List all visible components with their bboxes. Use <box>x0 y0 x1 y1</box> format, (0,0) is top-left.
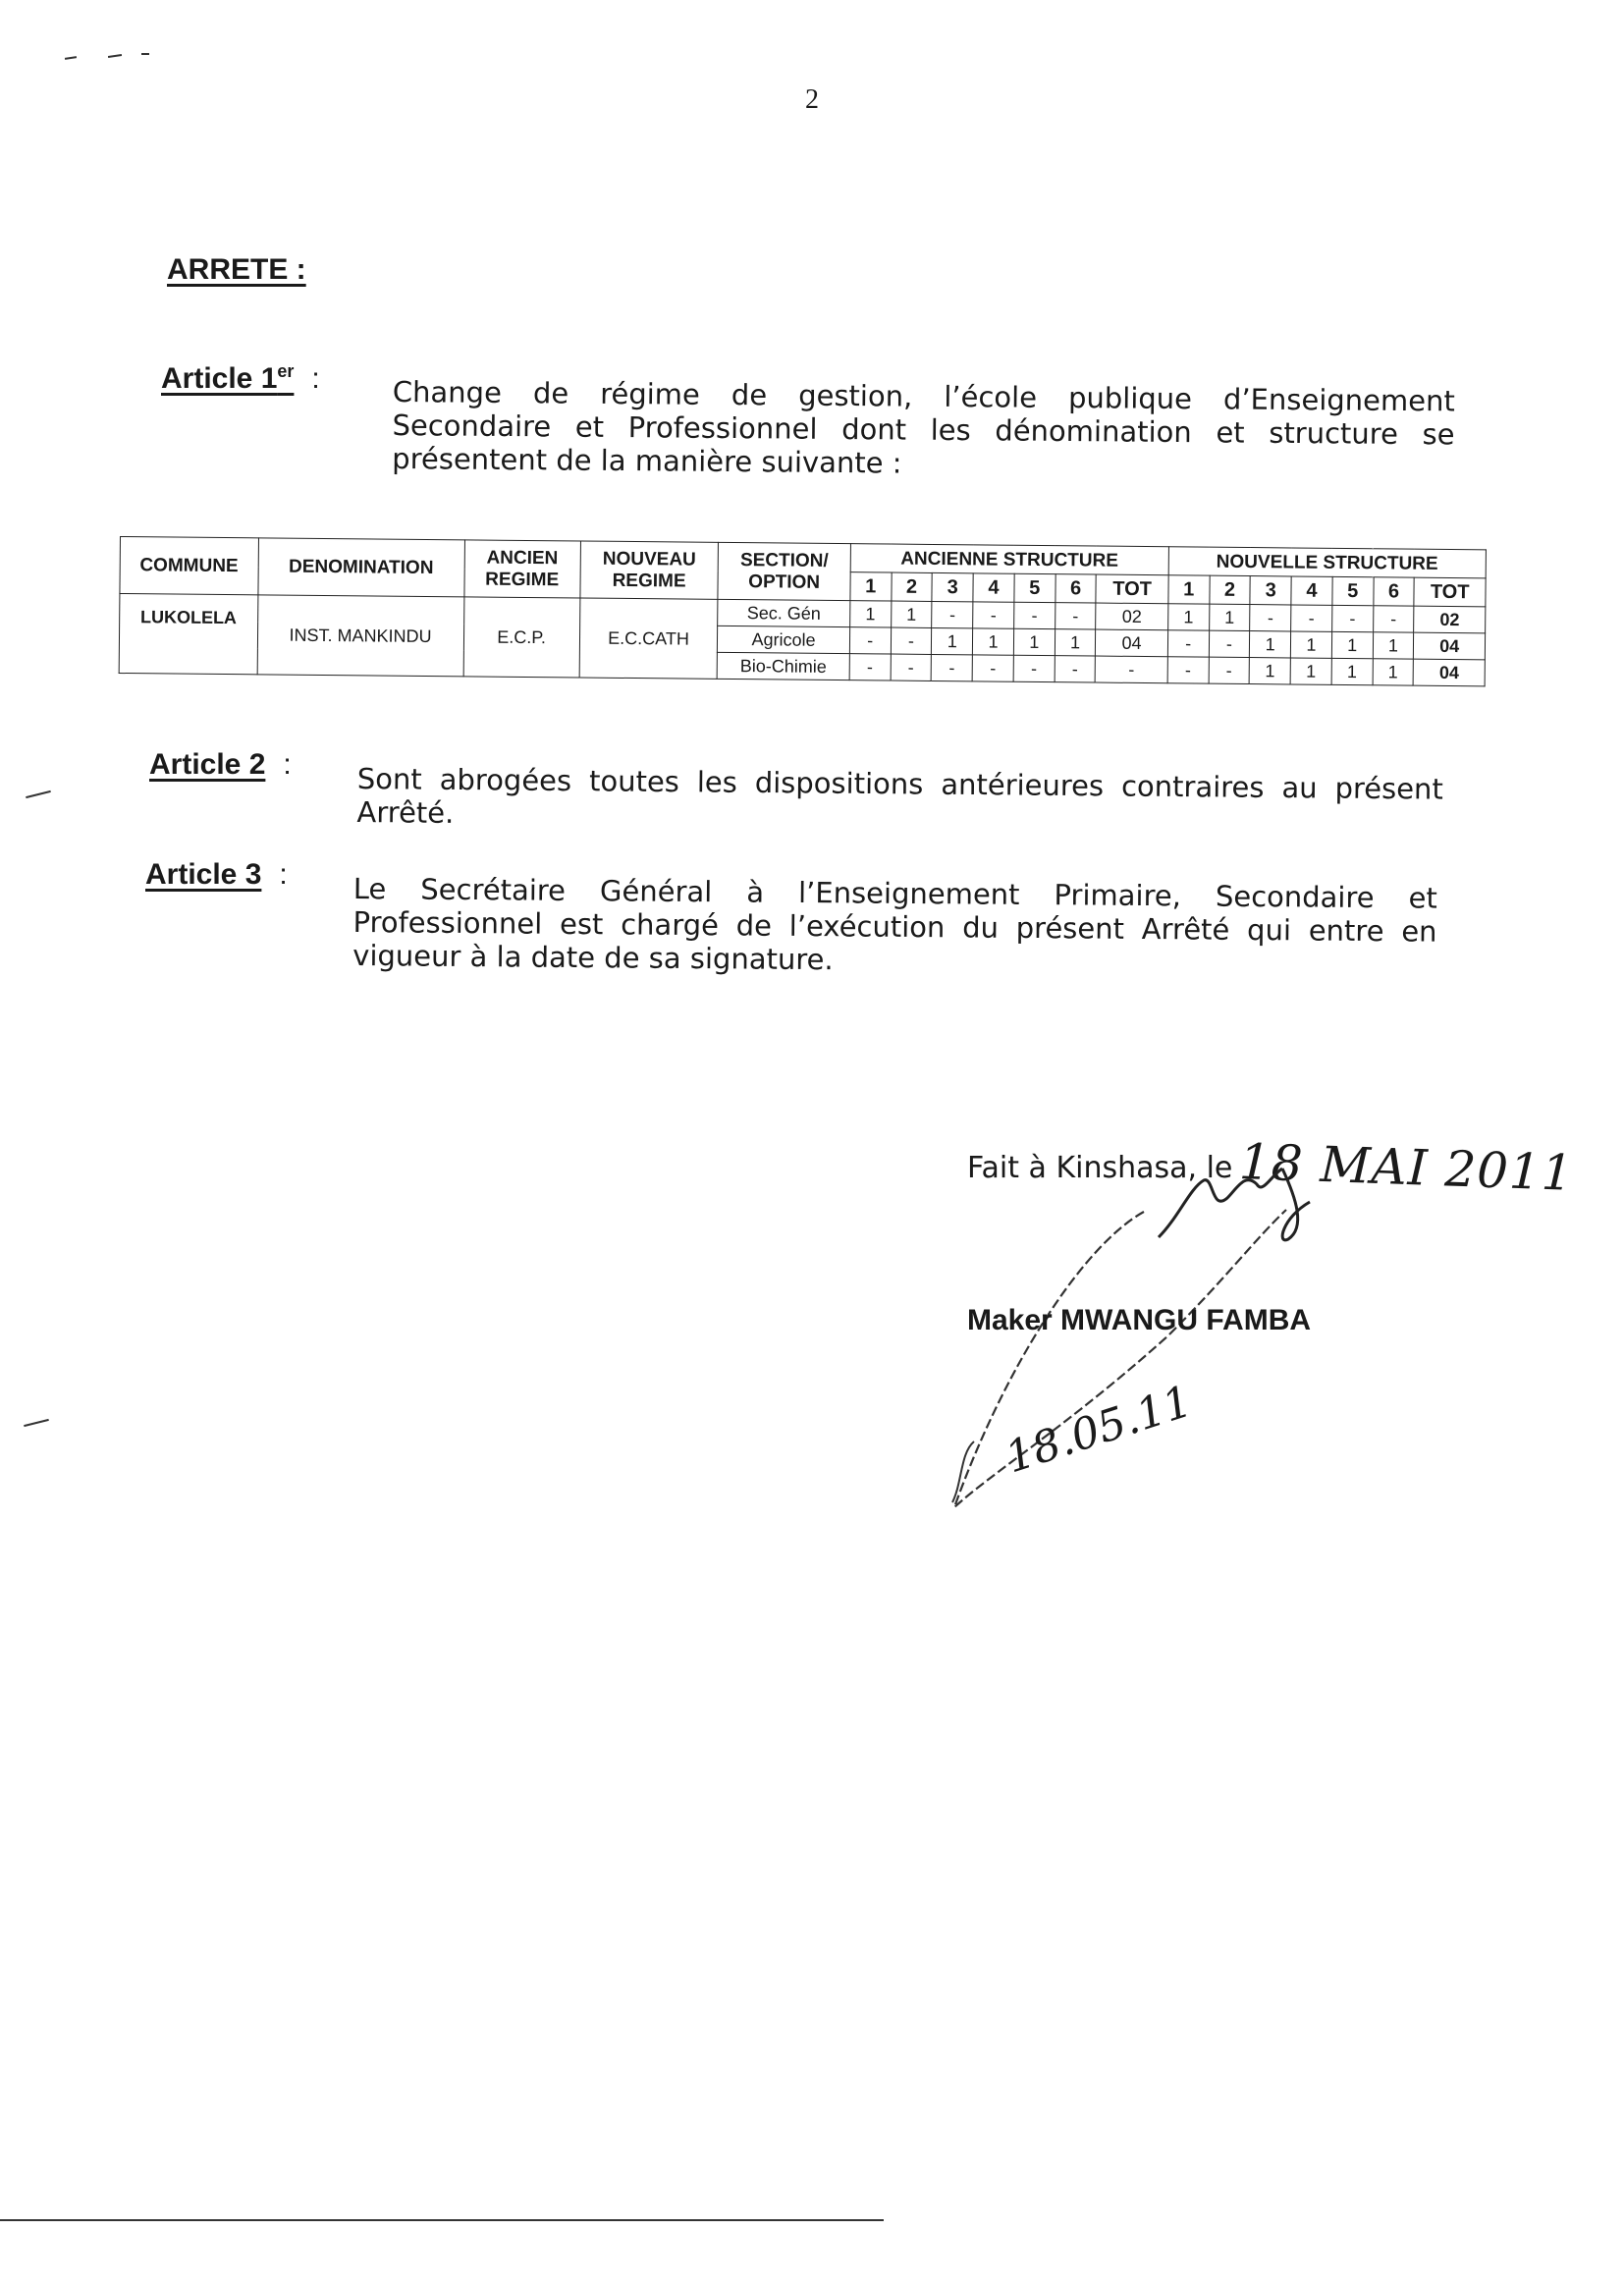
cell-value: - <box>1209 657 1250 683</box>
article-3-text: Le Secrétaire Général à l’Enseignement Primaire, Secondaire et Professionnel est chargé de l’exécution du présent Arrêté qui entre en vigueur à la date de sa signature. <box>352 872 1437 977</box>
cell-value: - <box>1209 630 1250 657</box>
column-label: 6 <box>1373 577 1414 606</box>
cell-value: 1 <box>849 601 891 627</box>
cell-total: - <box>1096 656 1168 683</box>
cell-value: - <box>1291 605 1332 631</box>
cell-value: - <box>891 654 932 680</box>
column-label: 2 <box>891 572 932 601</box>
cell-value: 1 <box>1055 629 1096 656</box>
article-1-label: Article 1er : <box>161 361 320 395</box>
cell-value: 1 <box>1167 604 1209 630</box>
cell-value: 1 <box>1373 659 1414 685</box>
cell-value: 1 <box>1013 628 1055 655</box>
scan-mark <box>26 790 51 798</box>
scan-mark <box>24 1419 49 1427</box>
cell-value: - <box>1014 602 1056 628</box>
cell-ancien-regime: E.C.P. <box>463 597 580 678</box>
cell-value: - <box>932 601 973 627</box>
article-1-text: Change de régime de gestion, l’école publique d’Enseignement Secondaire et Professionnel dont les dénomination et structure se présentent de la manière suivante : <box>392 375 1455 480</box>
header-section-option: SECTION/ OPTION <box>718 542 850 600</box>
cell-total: 02 <box>1096 603 1168 630</box>
column-label: TOT <box>1414 577 1486 607</box>
cell-value: - <box>1167 657 1209 683</box>
scan-mark <box>65 56 77 60</box>
cell-value: 1 <box>1209 604 1250 630</box>
column-label: 6 <box>1056 574 1097 603</box>
cell-value: 1 <box>891 601 932 627</box>
cell-value: - <box>849 627 891 654</box>
header-ancienne-structure: ANCIENNE STRUCTURE <box>850 544 1168 575</box>
cell-value: - <box>1055 656 1096 682</box>
scan-mark <box>141 53 149 55</box>
cell-option: Agricole <box>718 626 850 653</box>
footer-rule <box>0 2219 884 2221</box>
cell-value: - <box>973 602 1014 628</box>
header-denomination: DENOMINATION <box>258 538 464 597</box>
signature-date: 18.05.11 <box>1000 1376 1199 1484</box>
document-heading: ARRETE : <box>167 253 306 286</box>
header-commune: COMMUNE <box>120 537 258 595</box>
article-2-text: Sont abrogées toutes les dispositions antérieures contraires au présent Arrêté. <box>356 762 1443 830</box>
header-nouveau-regime: NOUVEAU REGIME <box>580 541 719 599</box>
cell-total: 04 <box>1414 632 1486 660</box>
cell-total: 02 <box>1414 606 1486 633</box>
column-label: 1 <box>1168 575 1210 604</box>
article-2-label: Article 2 : <box>149 748 292 781</box>
cell-value: 1 <box>932 627 973 654</box>
scan-mark <box>108 54 122 58</box>
cell-value: 1 <box>1290 658 1331 684</box>
cell-value: - <box>1331 605 1373 631</box>
column-label: 4 <box>973 573 1014 602</box>
cell-value: - <box>931 654 972 680</box>
signatory-name: Maker MWANGU FAMBA <box>967 1304 1312 1336</box>
column-label: 3 <box>1250 576 1291 605</box>
cell-commune: LUKOLELA <box>119 594 257 675</box>
cell-nouveau-regime: E.C.CATH <box>579 598 718 679</box>
cell-value: - <box>972 655 1013 681</box>
school-structure-table <box>119 536 1487 686</box>
article-3-label: Article 3 : <box>145 858 288 891</box>
column-label: 3 <box>932 572 973 601</box>
column-label: 2 <box>1209 575 1250 604</box>
cell-value: - <box>1013 655 1055 681</box>
cell-value: 1 <box>1331 658 1373 684</box>
cell-value: 1 <box>1250 631 1291 658</box>
signature <box>933 1129 1384 1551</box>
cell-value: 1 <box>1290 631 1331 658</box>
cell-option: Bio-Chimie <box>717 652 849 680</box>
cell-value: - <box>891 627 932 654</box>
handwritten-date: 18 MAI 2011 <box>1238 1133 1575 1202</box>
cell-value: 1 <box>1373 632 1414 659</box>
cell-denomination: INST. MANKINDU <box>257 595 464 677</box>
cell-option: Sec. Gén <box>718 599 850 626</box>
column-label: 4 <box>1291 576 1332 605</box>
header-nouvelle-structure: NOUVELLE STRUCTURE <box>1168 547 1486 578</box>
column-label: 1 <box>850 572 892 601</box>
cell-value: - <box>849 654 891 680</box>
cell-value: - <box>1167 630 1209 657</box>
cell-total: 04 <box>1096 629 1168 657</box>
header-ancien-regime: ANCIEN REGIME <box>463 540 580 598</box>
cell-value: 1 <box>973 628 1014 655</box>
place-date: Fait à Kinshasa, le <box>967 1151 1233 1185</box>
cell-total: 04 <box>1413 659 1485 686</box>
column-label: TOT <box>1096 574 1168 604</box>
cell-value: - <box>1373 606 1414 632</box>
cell-value: 1 <box>1249 658 1290 684</box>
cell-value: - <box>1055 603 1096 629</box>
page-number: 2 <box>805 84 819 115</box>
cell-value: - <box>1250 605 1291 631</box>
cell-value: 1 <box>1331 631 1373 658</box>
column-label: 5 <box>1332 576 1374 605</box>
column-label: 5 <box>1014 573 1056 602</box>
